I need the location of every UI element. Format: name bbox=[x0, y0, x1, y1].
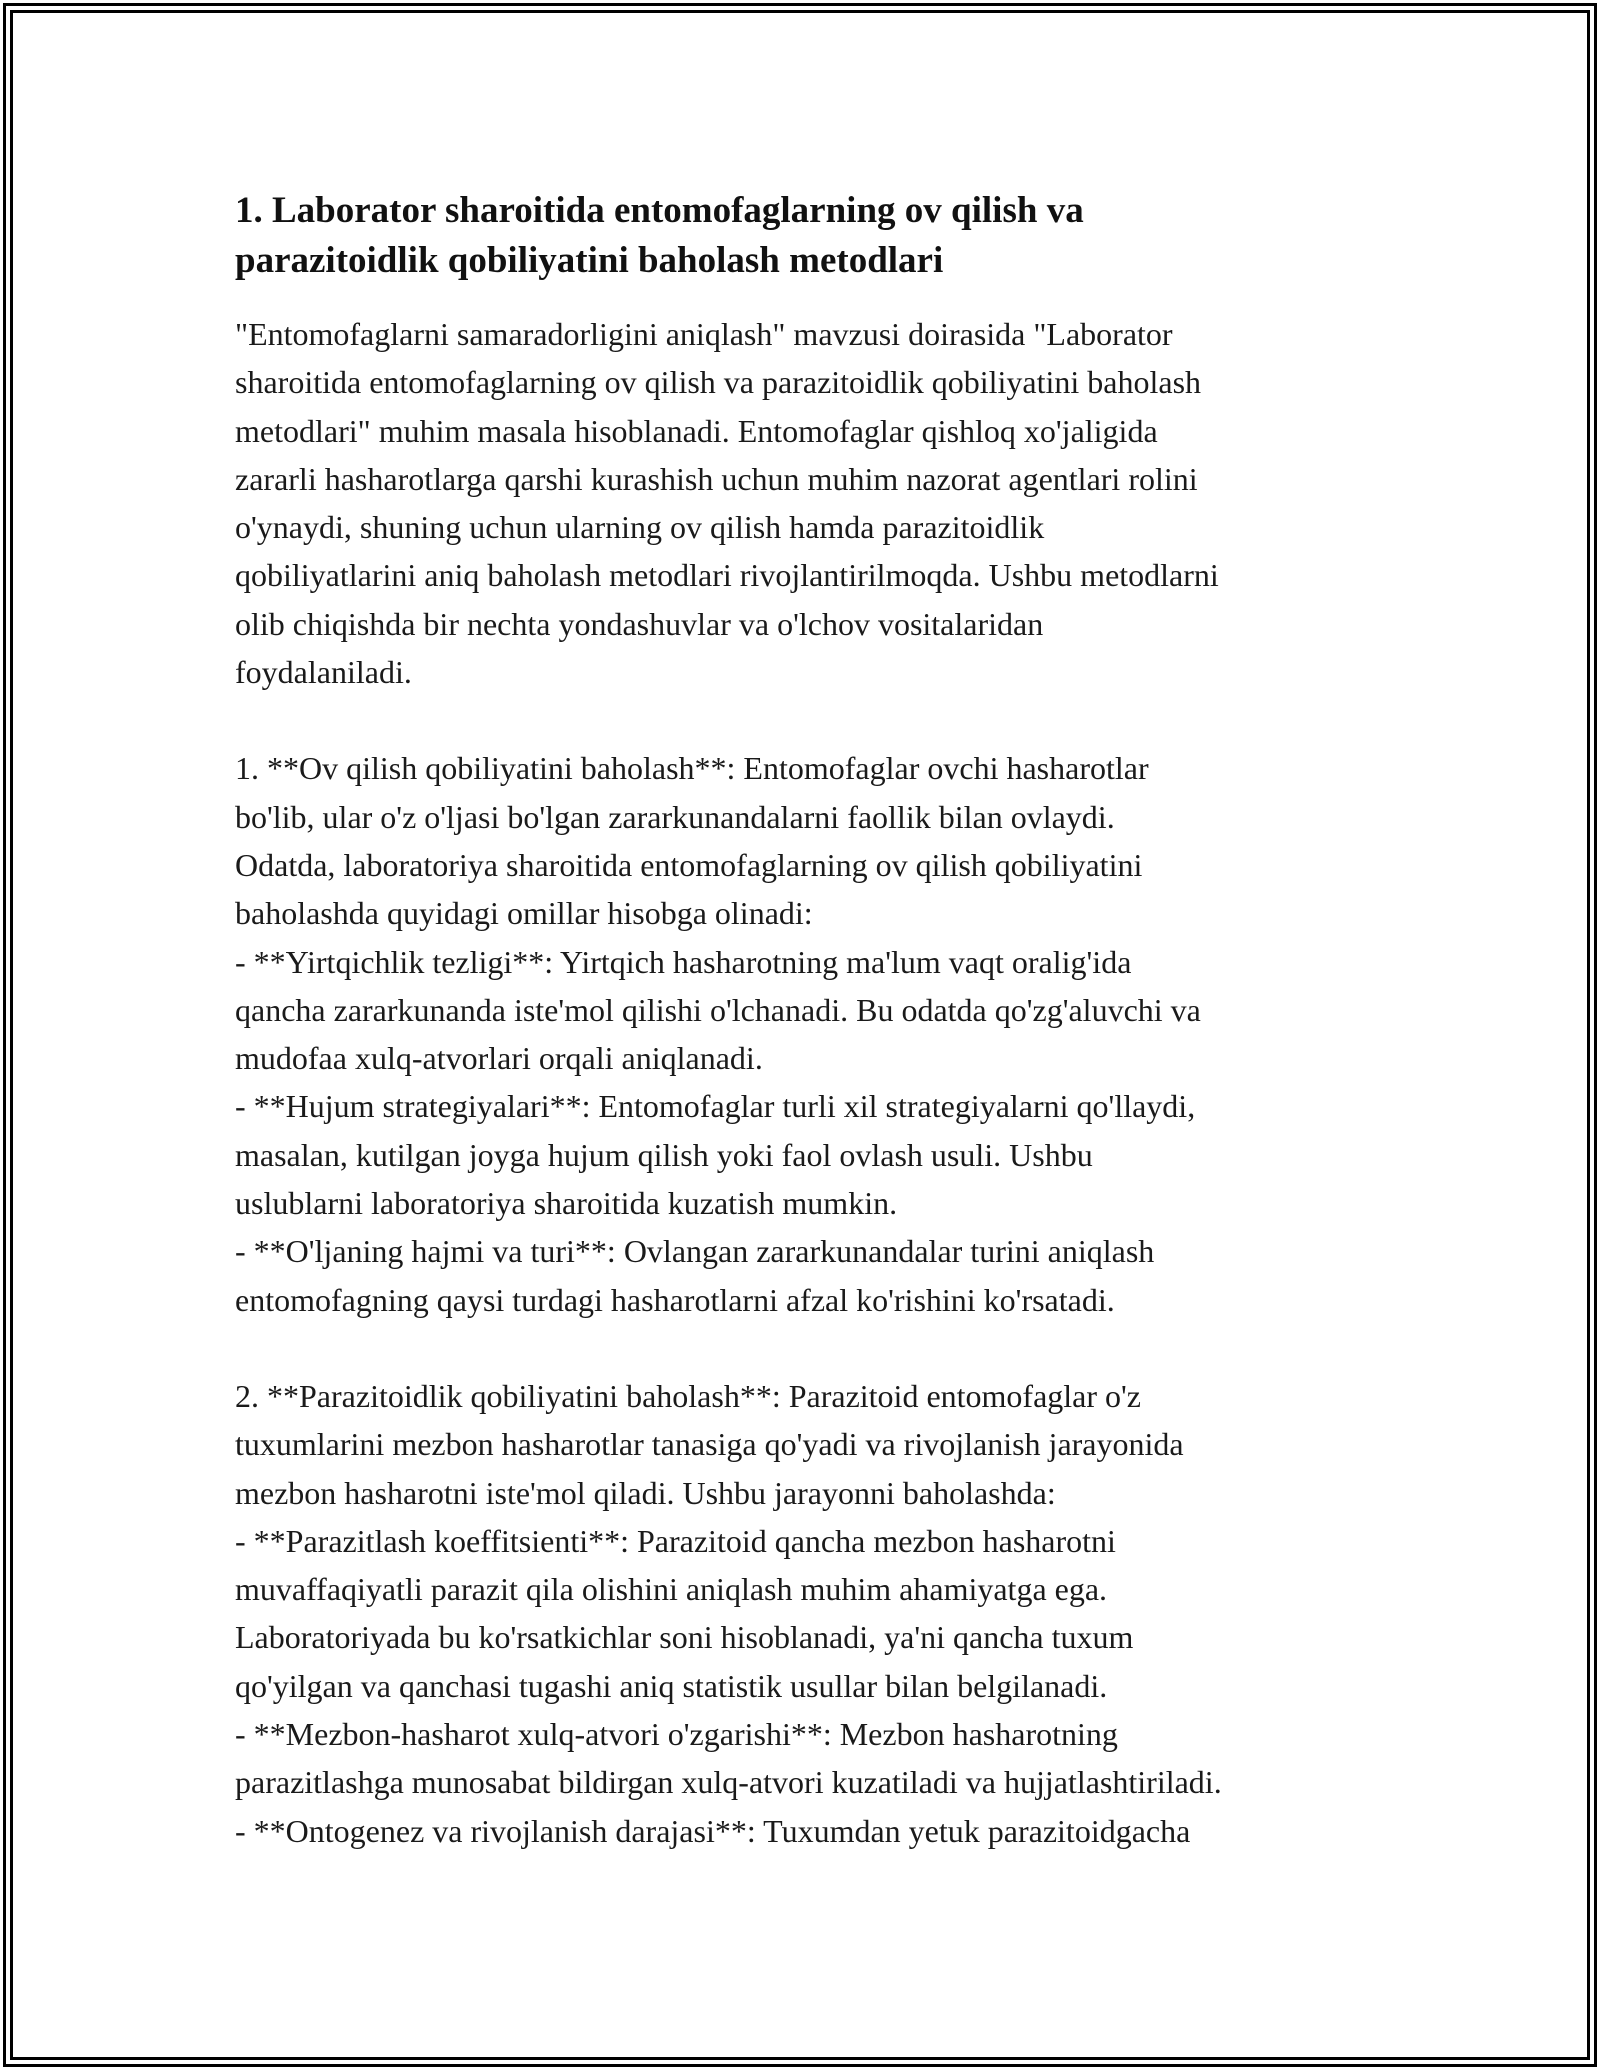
paragraph-spacer bbox=[235, 1324, 1375, 1372]
section-heading: 1. Laborator sharoitida entomofaglarning ov qilish va parazitoidlik qobiliyatini baholash metodlari bbox=[235, 190, 1084, 281]
paragraph-spacer bbox=[235, 696, 1375, 744]
intro-paragraph: "Entomofaglarni samaradorligini aniqlash" mavzusi doirasida "Laborator sharoitida entomofaglarning ov qilish va parazitoidlik qobiliyatini baholash metodlari" muhim masala hisoblanadi. Entomofaglar qishloq xo'jaligida zararli hasharotlarga qarshi kurashish uchun muhim nazorat agentlari rolini o'ynaydi, shuning uchun ularning ov qilish hamda parazitoidlik qobiliyatlarini aniq baholash metodlari rivojlantirilmoqda. Ushbu metodlarni olib chiqishda bir nechta yondashuvlar va o'lchov vositalaridan foydalaniladi. bbox=[235, 316, 1219, 691]
hunting-ability-section: 1. **Ov qilish qobiliyatini baholash**: Entomofaglar ovchi hasharotlar bo'lib, ular o'z o'ljasi bo'lgan zararkunandalarni faollik bilan ovlaydi. Odatda, laboratoriya sharoitida entomofaglarning ov qilish qobiliyatini baholashda quyidagi omillar hisobga olinadi: - **Yirtqichlik tezligi**: Yirtqich hasharotning ma'lum vaqt oralig'ida qancha zararkunanda iste'mol qilishi o'lchanadi. Bu odatda qo'zg'aluvchi va mudofaa xulq-atvorlari orqali aniqlanadi. - **Hujum strategiyalari**: Entomofaglar turli xil strategiyalarni qo'llaydi, masalan, kutilgan joyga hujum qilish yoki faol ovlash usuli. Ushbu uslublarni laboratoriya sharoitida kuzatish mumkin. - **O'ljaning hajmi va turi**: Ovlangan zararkunandalar turini aniqlash entomofagning qaysi turdagi hasharotlarni afzal ko'rishini ko'rsatadi. bbox=[235, 750, 1201, 1318]
parasitoid-ability-section: 2. **Parazitoidlik qobiliyatini baholash**: Parazitoid entomofaglar o'z tuxumlarini mezbon hasharotlar tanasiga qo'yadi va rivojlanish jarayonida mezbon hasharotni iste'mol qiladi. Ushbu jarayonni baholashda: - **Parazitlash koeffitsienti**: Parazitoid qancha mezbon hasharotni muvaffaqiyatli parazit qila olishini aniqlash muhim ahamiyatga ega. Laboratoriyada bu ko'rsatkichlar soni hisoblanadi, ya'ni qancha tuxum qo'yilgan va qanchasi tugashi aniq statistik usullar bilan belgilanadi. - **Mezbon-hasharot xulq-atvori o'zgarishi**: Mezbon hasharotning parazitlashga munosabat bildirgan xulq-atvori kuzatiladi va hujjatlashtiriladi. - **Ontogenez va rivojlanish darajasi**: Tuxumdan yetuk parazitoidgacha bbox=[235, 1377, 1222, 1849]
document-body bbox=[235, 186, 1375, 1855]
